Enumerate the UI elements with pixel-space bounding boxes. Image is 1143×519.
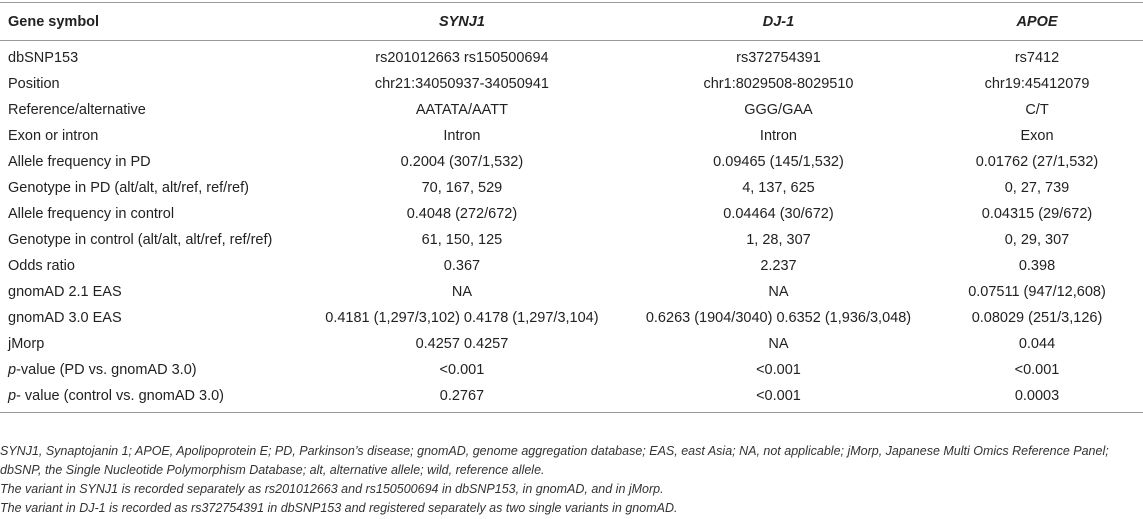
- cell-dj1: <0.001: [756, 362, 801, 378]
- cell-synj1: 0.2004 (307/1,532): [400, 154, 524, 170]
- cell-apoe: C/T: [1025, 102, 1049, 118]
- cell-dj1: 4, 137, 625: [742, 180, 815, 196]
- cell-dj1: Intron: [759, 128, 798, 144]
- row-label: Exon or intron: [8, 128, 99, 144]
- row-label: Reference/alternative: [8, 102, 146, 118]
- header-row: [0, 3, 1143, 41]
- p-label-text: - value (control vs. gnomAD 3.0): [16, 388, 224, 404]
- cell-apoe: 0.01762 (27/1,532): [975, 154, 1099, 170]
- footnote-synj1: The variant in SYNJ1 is recorded separately as rs201012663 and rs150500694 in dbSNP153, in gnomAD, and in jMorp.: [0, 482, 664, 496]
- table-row: [0, 357, 1143, 383]
- table-row: [0, 41, 1143, 72]
- table-row: [0, 331, 1143, 357]
- footnote-abbreviations: SYNJ1, Synaptojanin 1; APOE, Apolipoprotein E; PD, Parkinson’s disease; gnomAD, genome aggregation database; EAS, east Asia; NA, not applicable; jMorp, Japanese Multi Omics Reference Panel; dbSNP, the Single Nucleotide Polymorphism Database; alt, alternative allele; wild, reference allele.: [0, 444, 1109, 477]
- table-footnotes: [0, 442, 1140, 518]
- cell-dj1: 0.6263 (1904/3040) 0.6352 (1,936/3,048): [645, 310, 912, 326]
- header-gene-symbol: Gene symbol: [0, 3, 298, 41]
- cell-synj1: 70, 167, 529: [421, 180, 503, 196]
- row-label: Allele frequency in control: [8, 206, 175, 222]
- row-label: dbSNP153: [8, 50, 79, 66]
- table-row: [0, 201, 1143, 227]
- row-label: gnomAD 2.1 EAS: [8, 284, 122, 300]
- table-row: [0, 383, 1143, 413]
- cell-synj1: 61, 150, 125: [421, 232, 503, 248]
- cell-apoe: 0.0003: [931, 383, 1143, 413]
- cell-apoe: chr19:45412079: [984, 76, 1090, 92]
- cell-dj1: GGG/GAA: [744, 102, 813, 118]
- cell-synj1: 0.2767: [298, 383, 626, 413]
- cell-dj1: <0.001: [626, 383, 931, 413]
- cell-apoe: <0.001: [1014, 362, 1060, 378]
- table-row: [0, 149, 1143, 175]
- header-apoe: APOE: [931, 3, 1143, 41]
- row-label: Genotype in control (alt/alt, alt/ref, ref/ref): [8, 232, 273, 248]
- cell-synj1: NA: [451, 284, 472, 300]
- cell-apoe: Exon: [1020, 128, 1054, 144]
- cell-synj1: <0.001: [439, 362, 485, 378]
- cell-synj1: rs201012663 rs150500694: [375, 50, 549, 66]
- cell-synj1: AATATA/AATT: [415, 102, 508, 118]
- header-synj1: SYNJ1: [298, 3, 626, 41]
- cell-dj1: rs372754391: [736, 50, 821, 66]
- table-row: [0, 227, 1143, 253]
- row-label: Allele frequency in PD: [8, 154, 151, 170]
- table-row: [0, 305, 1143, 331]
- cell-dj1: 2.237: [760, 258, 797, 274]
- cell-synj1: 0.4257 0.4257: [415, 336, 509, 352]
- gene-variant-table: [0, 2, 1143, 413]
- cell-dj1: NA: [768, 284, 789, 300]
- table-row: [0, 97, 1143, 123]
- row-label: Position: [8, 76, 60, 92]
- cell-dj1: chr1:8029508-8029510: [703, 76, 854, 92]
- row-label: [0, 383, 298, 413]
- cell-synj1: Intron: [443, 128, 481, 144]
- cell-synj1: 0.4181 (1,297/3,102) 0.4178 (1,297/3,104): [325, 310, 599, 326]
- cell-dj1: NA: [768, 336, 789, 352]
- cell-synj1: chr21:34050937-34050941: [374, 76, 549, 92]
- table-row: [0, 71, 1143, 97]
- table-row: [0, 253, 1143, 279]
- cell-apoe: 0.04315 (29/672): [981, 206, 1093, 222]
- cell-synj1: 0.367: [443, 258, 481, 274]
- footnote-dj1: The variant in DJ-1 is recorded as rs372754391 in dbSNP153 and registered separately as two single variants in gnomAD.: [0, 501, 678, 515]
- cell-apoe: 0.044: [1018, 336, 1056, 352]
- p-italic: p: [8, 388, 17, 404]
- table-row: [0, 123, 1143, 149]
- table-body: [0, 41, 1143, 413]
- row-label: [0, 357, 298, 383]
- p-italic: p: [8, 362, 17, 378]
- header-dj1: DJ-1: [626, 3, 931, 41]
- cell-apoe: 0.08029 (251/3,126): [971, 310, 1103, 326]
- row-label: Genotype in PD (alt/alt, alt/ref, ref/ref): [8, 180, 249, 196]
- cell-apoe: 0.398: [1018, 258, 1056, 274]
- cell-apoe: 0, 29, 307: [1004, 232, 1070, 248]
- cell-dj1: 0.04464 (30/672): [723, 206, 834, 222]
- table-row: [0, 279, 1143, 305]
- cell-apoe: 0, 27, 739: [1004, 180, 1070, 196]
- row-label: gnomAD 3.0 EAS: [8, 310, 122, 326]
- cell-dj1: 1, 28, 307: [746, 232, 811, 248]
- cell-apoe: rs7412: [1014, 50, 1060, 66]
- row-label: Odds ratio: [8, 258, 75, 274]
- cell-synj1: 0.4048 (272/672): [406, 206, 518, 222]
- row-label: jMorp: [8, 336, 45, 352]
- cell-apoe: 0.07511 (947/12,608): [968, 284, 1106, 300]
- table-row: [0, 175, 1143, 201]
- p-label-text: -value (PD vs. gnomAD 3.0): [16, 362, 197, 378]
- table-header: [0, 3, 1143, 41]
- cell-dj1: 0.09465 (145/1,532): [713, 154, 844, 170]
